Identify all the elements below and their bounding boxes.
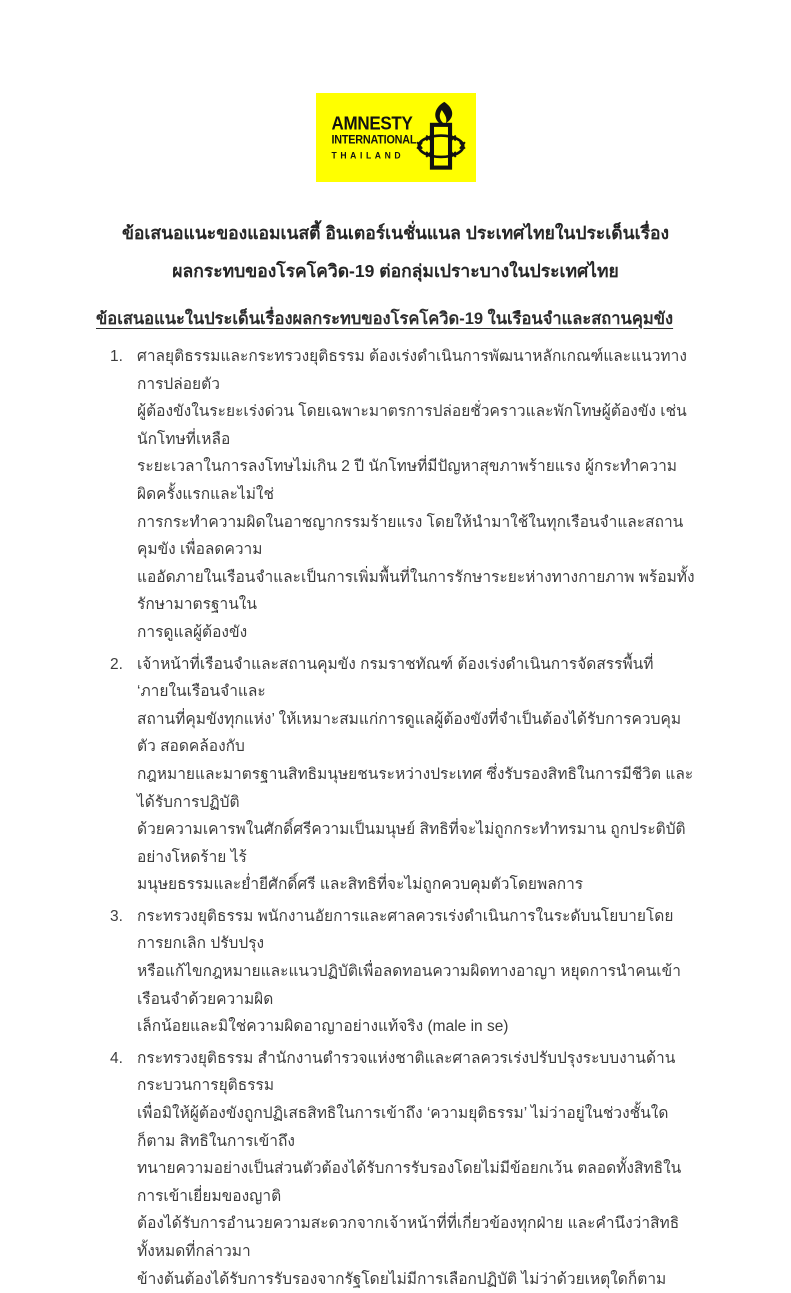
recommendation-list [96, 343, 695, 1293]
item-line: สถานที่คุมขังทุกแห่ง’ ให้เหมาะสมแก่การดูแลผู้ต้องขังที่จำเป็นต้องได้รับการควบคุมตัว สอดคล้องกับ [137, 710, 682, 756]
item-line: เพื่อมิให้ผู้ต้องขังถูกปฏิเสธสิทธิในการเข้าถึง ‘ความยุติธรรม’ ไม่ว่าอยู่ในช่วงชั้นใดก็ตาม สิทธิในการเข้าถึง [137, 1105, 669, 1150]
item-line: มนุษยธรรมและย่ำยีศักดิ์ศรี และสิทธิที่จะไม่ถูกควบคุมตัวโดยพลการ [137, 876, 584, 894]
item-line: แออัดภายในเรือนจำและเป็นการเพิ่มพื้นที่ในการรักษาระยะห่างทางกายภาพ พร้อมทั้งรักษามาตรฐานใน [137, 568, 695, 614]
item-number: 1. [110, 348, 123, 365]
list-item [96, 903, 695, 1041]
candle-barbed-wire-icon [416, 101, 466, 175]
item-lines [137, 1045, 695, 1293]
amnesty-logo [316, 93, 476, 182]
item-line: ด้วยความเคารพในศักดิ์ศรีความเป็นมนุษย์ สิทธิที่จะไม่ถูกกระทำทรมาน ถูกประติบัติอย่างโหดร้าย ไร้ [137, 821, 686, 866]
document-title-line-2: ผลกระทบของโรคโควิด-19 ต่อกลุ่มเปราะบางในประเทศไทย [172, 261, 619, 281]
list-item [96, 651, 695, 899]
item-line: เจ้าหน้าที่เรือนจำและสถานคุมขัง กรมราชทัณฑ์ ต้องเร่งดำเนินการจัดสรรพื้นที่ ‘ภายในเรือนจำและ [137, 655, 654, 701]
item-line: ผู้ต้องขังในระยะเร่งด่วน โดยเฉพาะมาตรการปล่อยชั่วคราวและพักโทษผู้ต้องขัง เช่น นักโทษที่เหลือ [137, 403, 687, 448]
item-line: ทนายความอย่างเป็นส่วนตัวต้องได้รับการรับรองโดยไม่มีข้อยกเว้น ตลอดทั้งสิทธิในการเข้าเยี่ยมของญาติ [137, 1160, 682, 1205]
document-title-line-1: ข้อเสนอแนะของแอมเนสตี้ อินเตอร์เนชั่นแนล ประเทศไทยในประเด็นเรื่อง [121, 223, 670, 243]
item-number: 4. [110, 1049, 123, 1067]
list-item [96, 1045, 695, 1293]
item-lines [137, 343, 695, 647]
logo-line-thailand: THAILAND [331, 149, 405, 161]
item-line: กระทรวงยุติธรรม พนักงานอัยการและศาลควรเร่งดำเนินการในระดับนโยบายโดยการยกเลิก ปรับปรุง [137, 907, 674, 953]
item-line: ศาลยุติธรรมและกระทรวงยุติธรรม ต้องเร่งดำเนินการพัฒนาหลักเกณฑ์และแนวทางการปล่อยตัว [137, 348, 687, 393]
item-lines [137, 903, 695, 1041]
item-number: 3. [110, 907, 123, 925]
list-item [96, 343, 695, 647]
document-title [0, 214, 791, 290]
document-body [0, 306, 791, 1293]
item-line: การกระทำความผิดในอาชญากรรมร้ายแรง โดยให้นำมาใช้ในทุกเรือนจำและสถานคุมขัง เพื่อลดความ [137, 513, 684, 559]
logo-container [0, 0, 791, 182]
item-line: ข้างต้นต้องได้รับการรับรองจากรัฐโดยไม่มีการเลือกปฏิบัติ ไม่ว่าด้วยเหตุใดก็ตาม [137, 1270, 667, 1288]
item-number: 2. [110, 655, 123, 673]
section-heading: ข้อเสนอแนะในประเด็นเรื่องผลกระทบของโรคโควิด-19 ในเรือนจำและสถานคุมขัง [96, 310, 674, 328]
logo-line-international: INTERNATIONAL [331, 133, 417, 147]
item-lines [137, 651, 695, 899]
item-line: เล็กน้อยและมิใช่ความผิดอาญาอย่างแท้จริง (male in se) [137, 1018, 509, 1036]
item-line: กฎหมายและมาตรฐานสิทธิมนุษยชนระหว่างประเทศ ซึ่งรับรองสิทธิในการมีชีวิต และได้รับการปฏิบัติ [137, 765, 694, 811]
item-line: ระยะเวลาในการลงโทษไม่เกิน 2 ปี นักโทษที่มีปัญหาสุขภาพร้ายแรง ผู้กระทำความผิดครั้งแรกและไม่ใช่ [137, 458, 678, 503]
item-line: กระทรวงยุติธรรม สำนักงานตำรวจแห่งชาติและศาลควรเร่งปรับปรุงระบบงานด้านกระบวนการยุติธรรม [137, 1049, 676, 1095]
logo-line-amnesty: AMNESTY [331, 112, 413, 134]
item-line: หรือแก้ไขกฎหมายและแนวปฏิบัติเพื่อลดทอนความผิดทางอาญา หยุดการนำคนเข้าเรือนจำด้วยความผิด [137, 963, 681, 1008]
item-line: ต้องได้รับการอำนวยความสะดวกจากเจ้าหน้าที่ที่เกี่ยวข้องทุกฝ่าย และคำนึงว่าสิทธิทั้งหมดที่กล่าวมา [137, 1215, 680, 1260]
item-line: การดูแลผู้ต้องขัง [137, 623, 248, 641]
logo-wordmark [332, 113, 417, 163]
